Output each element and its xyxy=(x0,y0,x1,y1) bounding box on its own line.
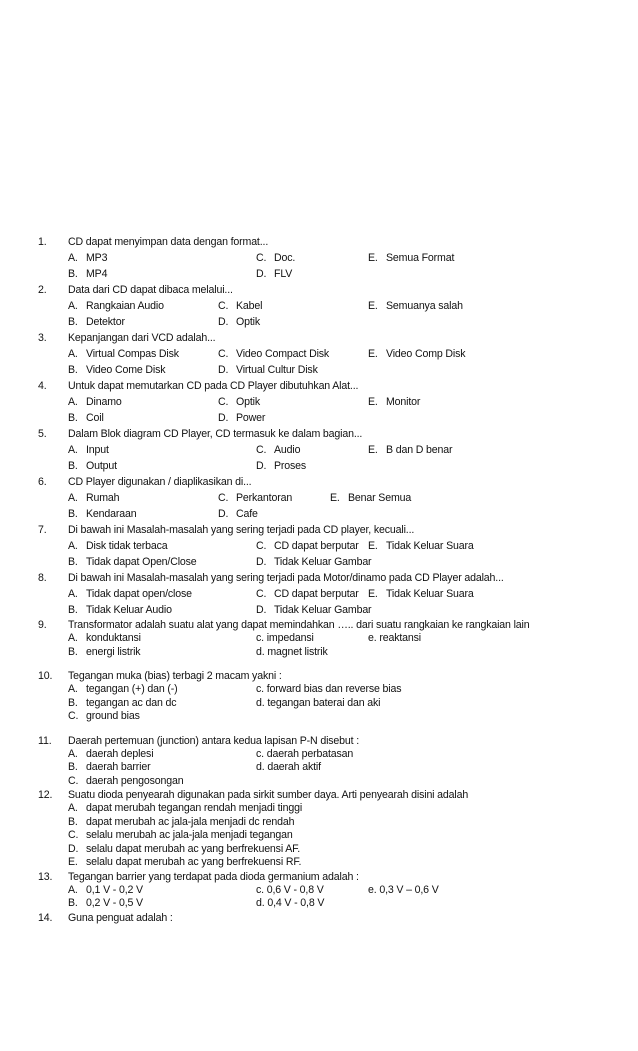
option-row xyxy=(0,683,638,697)
question-text: Suatu dioda penyearah digunakan pada sirkit sumber daya. Arti penyearah disini adalah xyxy=(68,789,469,801)
question-9 xyxy=(0,618,638,632)
option-e: E. Monitor xyxy=(368,396,421,408)
option-row xyxy=(0,802,638,816)
option-row xyxy=(0,458,638,474)
option-b: B. Output xyxy=(68,460,117,472)
option-row xyxy=(0,506,638,522)
option-a: A. Virtual Compas Disk xyxy=(68,348,179,360)
question-14 xyxy=(0,911,638,925)
question-text: CD dapat menyimpan data dengan format... xyxy=(68,236,269,248)
question-12 xyxy=(0,788,638,802)
question-number: 7. xyxy=(38,524,47,536)
option-a: A. konduktansi xyxy=(68,632,141,644)
question-text: Transformator adalah suatu alat yang dapat memindahkan ….. dari suatu rangkaian ke rangkaian lain xyxy=(68,619,530,631)
question-number: 12. xyxy=(38,789,53,801)
option-b: B. Video Come Disk xyxy=(68,364,166,376)
option-e: E. Benar Semua xyxy=(330,492,412,504)
question-3 xyxy=(0,330,638,346)
option-d: d. magnet listrik xyxy=(256,645,328,658)
option-row xyxy=(0,410,638,426)
question-text: Di bawah ini Masalah-masalah yang sering terjadi pada CD player, kecuali... xyxy=(68,524,415,536)
option-e: E. B dan D benar xyxy=(368,444,453,456)
question-number: 14. xyxy=(38,911,53,924)
option-row xyxy=(0,697,638,711)
option-d: d. daerah aktif xyxy=(256,761,321,773)
option-d: d. 0,4 V - 0,8 V xyxy=(256,897,325,909)
option-row xyxy=(0,346,638,362)
option-row xyxy=(0,602,638,618)
option-b: B. Tidak dapat Open/Close xyxy=(68,556,197,568)
option-c-alt: C. daerah pengosongan xyxy=(68,774,184,787)
option-row xyxy=(0,632,638,646)
question-text: Dalam Blok diagram CD Player, CD termasuk ke dalam bagian... xyxy=(68,428,363,440)
option-c: C. Doc. xyxy=(256,252,296,264)
option-row xyxy=(0,298,638,314)
question-8 xyxy=(0,570,638,586)
option-a: A. 0,1 V - 0,2 V xyxy=(68,883,143,896)
question-4 xyxy=(0,378,638,394)
option-a: A. tegangan (+) dan (-) xyxy=(68,683,178,695)
option-c: C. CD dapat berputar xyxy=(256,540,359,552)
option-row xyxy=(0,884,638,898)
option-e: E. Semuanya salah xyxy=(368,300,463,312)
option-c: c. impedansi xyxy=(256,632,314,644)
option-a: A. Rangkaian Audio xyxy=(68,300,164,312)
question-number: 1. xyxy=(38,236,47,248)
option-a: A. Dinamo xyxy=(68,396,122,408)
option-b: B. tegangan ac dan dc xyxy=(68,696,177,709)
option-row xyxy=(0,314,638,330)
option-e: e. reaktansi xyxy=(368,632,421,644)
option-c-alt: C. ground bias xyxy=(68,710,140,722)
question-number: 5. xyxy=(38,428,47,440)
option-row xyxy=(0,761,638,775)
option-d: D. FLV xyxy=(256,268,293,280)
option-b: B. daerah barrier xyxy=(68,761,151,773)
option-row xyxy=(0,554,638,570)
option-row xyxy=(0,490,638,506)
option-row xyxy=(0,897,638,911)
option-d: D. Tidak Keluar Gambar xyxy=(256,556,372,568)
question-text: CD Player digunakan / diaplikasikan di... xyxy=(68,476,252,488)
question-number: 10. xyxy=(38,670,53,682)
question-6 xyxy=(0,474,638,490)
question-number: 9. xyxy=(38,619,47,631)
option-e: E. Video Comp Disk xyxy=(368,348,466,360)
question-number: 13. xyxy=(38,870,53,883)
option-b: B. Kendaraan xyxy=(68,508,137,520)
option-c: C. Perkantoran xyxy=(218,492,293,504)
question-10 xyxy=(0,669,638,683)
option-a: A. Rumah xyxy=(68,492,120,504)
option-row xyxy=(0,250,638,266)
question-number: 3. xyxy=(38,332,47,344)
option-row xyxy=(0,394,638,410)
option-e: E. Tidak Keluar Suara xyxy=(368,540,474,552)
option-a: A. Input xyxy=(68,444,109,456)
option-row xyxy=(0,362,638,378)
question-number: 2. xyxy=(38,284,47,296)
question-text: Guna penguat adalah : xyxy=(68,911,173,924)
question-text: Di bawah ini Masalah-masalah yang sering terjadi pada Motor/dinamo pada CD Player adalah... xyxy=(68,572,504,584)
option-c: c. daerah perbatasan xyxy=(256,747,354,760)
option-row xyxy=(0,586,638,602)
option-row xyxy=(0,710,638,724)
option-row xyxy=(0,442,638,458)
question-text: Data dari CD dapat dibaca melalui... xyxy=(68,284,233,296)
option-a: A. Tidak dapat open/close xyxy=(68,588,192,600)
option-d: D. Tidak Keluar Gambar xyxy=(256,604,372,616)
option-a: A. MP3 xyxy=(68,252,108,264)
question-7 xyxy=(0,522,638,538)
option-d: D. Optik xyxy=(218,316,260,328)
option-c: C. Audio xyxy=(256,444,301,456)
option-c: c. 0,6 V - 0,8 V xyxy=(256,883,324,896)
option-d: D. Power xyxy=(218,412,266,424)
option-b: B. Coil xyxy=(68,412,104,424)
question-13 xyxy=(0,870,638,884)
option-c: C. Video Compact Disk xyxy=(218,348,330,360)
option-row xyxy=(0,829,638,843)
option-c: C. Kabel xyxy=(218,300,263,312)
option-b: B. 0,2 V - 0,5 V xyxy=(68,897,143,909)
question-2 xyxy=(0,282,638,298)
option-row xyxy=(0,646,638,660)
option-d: D. selalu dapat merubah ac yang berfrekuensi AF. xyxy=(68,842,301,855)
question-text: Daerah pertemuan (junction) antara kedua lapisan P-N disebut : xyxy=(68,734,360,747)
option-e: E. Tidak Keluar Suara xyxy=(368,588,474,600)
option-a: A. dapat merubah tegangan rendah menjadi tinggi xyxy=(68,802,303,814)
question-text: Tegangan barrier yang terdapat pada dioda germanium adalah : xyxy=(68,870,359,883)
option-row xyxy=(0,843,638,857)
question-text: Kepanjangan dari VCD adalah... xyxy=(68,332,216,344)
option-a: A. daerah deplesi xyxy=(68,747,154,760)
question-list xyxy=(0,234,638,925)
option-b: B. energi listrik xyxy=(68,645,141,658)
option-d: D. Virtual Cultur Disk xyxy=(218,364,318,376)
option-row xyxy=(0,538,638,554)
question-number: 4. xyxy=(38,380,47,392)
option-e: E. Semua Format xyxy=(368,252,455,264)
option-c: C. Optik xyxy=(218,396,260,408)
question-11 xyxy=(0,734,638,748)
option-d: D. Proses xyxy=(256,460,307,472)
option-d: D. Cafe xyxy=(218,508,258,520)
option-b: B. Tidak Keluar Audio xyxy=(68,604,172,616)
option-row xyxy=(0,856,638,870)
option-b: B. MP4 xyxy=(68,268,108,280)
option-e: E. selalu dapat merubah ac yang berfrekuensi RF. xyxy=(68,856,302,868)
question-number: 11. xyxy=(38,734,52,747)
question-text: Untuk dapat memutarkan CD pada CD Player dibutuhkan Alat... xyxy=(68,380,359,392)
option-c: C. CD dapat berputar xyxy=(256,588,359,600)
option-d: d. tegangan baterai dan aki xyxy=(256,696,381,709)
option-row xyxy=(0,266,638,282)
question-number: 8. xyxy=(38,572,47,584)
question-number: 6. xyxy=(38,476,47,488)
question-1 xyxy=(0,234,638,250)
option-c: C. selalu merubah ac jala-jala menjadi tegangan xyxy=(68,829,293,841)
option-c: c. forward bias dan reverse bias xyxy=(256,683,402,695)
option-row xyxy=(0,816,638,830)
option-row xyxy=(0,775,638,789)
option-a: A. Disk tidak terbaca xyxy=(68,540,168,552)
option-e: e. 0,3 V – 0,6 V xyxy=(368,883,439,896)
option-b: B. Detektor xyxy=(68,316,125,328)
option-row xyxy=(0,748,638,762)
option-b: B. dapat merubah ac jala-jala menjadi dc rendah xyxy=(68,815,295,828)
question-5 xyxy=(0,426,638,442)
question-text: Tegangan muka (bias) terbagi 2 macam yakni : xyxy=(68,670,282,682)
